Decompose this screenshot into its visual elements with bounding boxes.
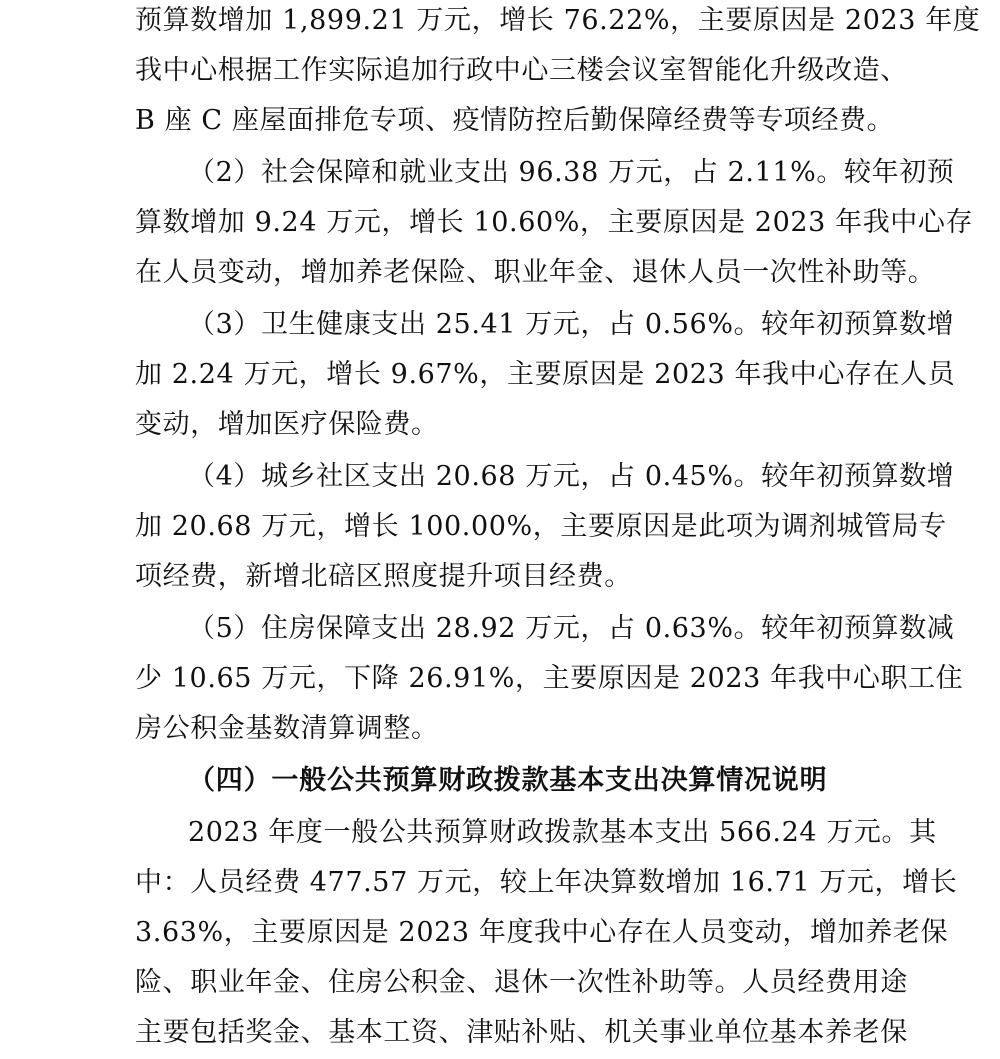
basic-expenditure-line-2: 中：人员经费 477.57 万元，较上年决算数增加 16.71 万元，增长 <box>135 867 958 898</box>
health-line-1: （3）卫生健康支出 25.41 万元，占 0.56%。较年初预算数增 <box>188 309 955 340</box>
health-line-2: 加 2.24 万元，增长 9.67%，主要原因是 2023 年我中心存在人员 <box>135 359 956 390</box>
basic-expenditure-line-1: 2023 年度一般公共预算财政拨款基本支出 566.24 万元。其 <box>188 817 937 848</box>
social-security-line-3: 在人员变动，增加养老保险、职业年金、退休人员一次性补助等。 <box>135 257 936 288</box>
housing-line-1: （5）住房保障支出 28.92 万元，占 0.63%。较年初预算数减 <box>188 613 955 644</box>
basic-expenditure-line-5: 主要包括奖金、基本工资、津贴补贴、机关事业单位基本养老保 <box>135 1017 908 1048</box>
social-security-line-1: （2）社会保障和就业支出 96.38 万元，占 2.11%。较年初预 <box>188 157 955 188</box>
paragraph-line-2: 我中心根据工作实际追加行政中心三楼会议室智能化升级改造、 <box>135 55 908 86</box>
basic-expenditure-line-3: 3.63%，主要原因是 2023 年度我中心存在人员变动，增加养老保 <box>135 917 949 948</box>
housing-line-3: 房公积金基数清算调整。 <box>135 713 439 744</box>
urban-rural-line-3: 项经费，新增北碚区照度提升项目经费。 <box>135 561 632 592</box>
urban-rural-line-1: （4）城乡社区支出 20.68 万元，占 0.45%。较年初预算数增 <box>188 461 955 492</box>
section-heading-basic-expenditure: （四）一般公共预算财政拨款基本支出决算情况说明 <box>188 765 828 796</box>
housing-line-2: 少 10.65 万元，下降 26.91%，主要原因是 2023 年我中心职工住 <box>135 663 964 694</box>
paragraph-line-1: 预算数增加 1,899.21 万元，增长 76.22%，主要原因是 2023 年度 <box>135 5 981 36</box>
health-line-3: 变动，增加医疗保险费。 <box>135 409 439 440</box>
basic-expenditure-line-4: 险、职业年金、住房公积金、退休一次性补助等。人员经费用途 <box>135 967 908 998</box>
paragraph-line-3: B 座 C 座屋面排危专项、疫情防控后勤保障经费等专项经费。 <box>135 105 895 136</box>
urban-rural-line-2: 加 20.68 万元，增长 100.00%，主要原因是此项为调剂城管局专 <box>135 511 947 542</box>
social-security-line-2: 算数增加 9.24 万元，增长 10.60%，主要原因是 2023 年我中心存 <box>135 207 974 238</box>
